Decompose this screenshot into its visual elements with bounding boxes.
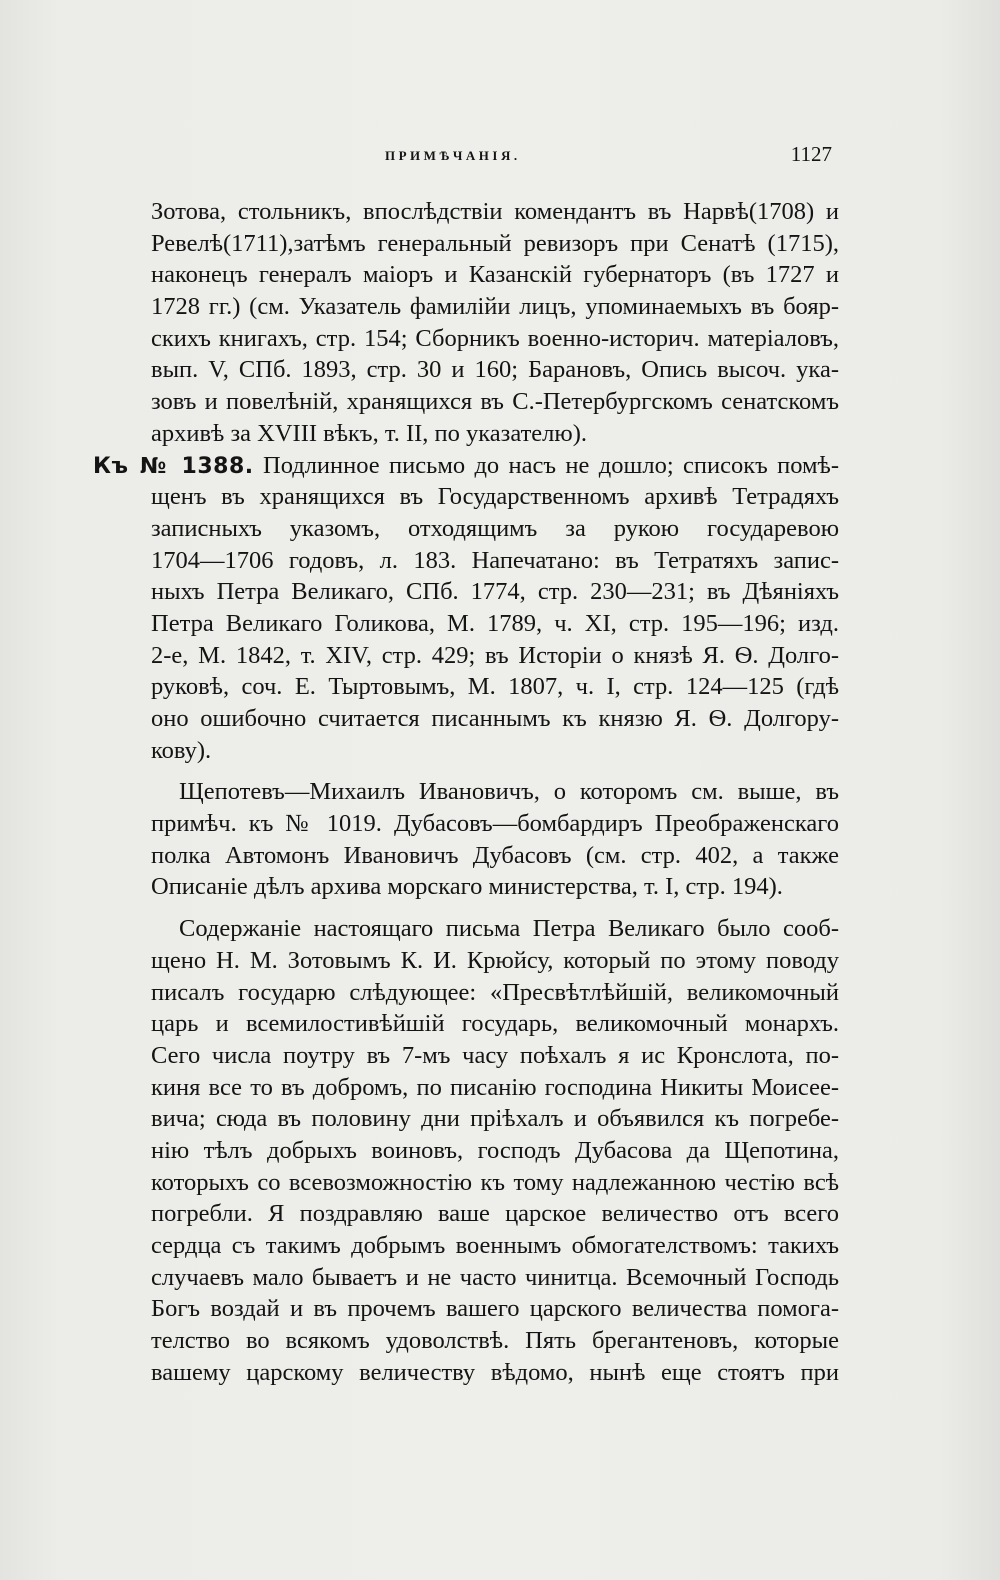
text-line: 2-е, М. 1842, т. XIV, стр. 429; въ Исторіи о князѣ Я. Ѳ. Долго- [151,641,839,669]
text-line: полка Автомонъ Ивановичъ Дубасовъ (см. стр. 402, а также [151,841,839,869]
paragraph-zotov-biography [151,196,839,450]
text-line: Описаніе дѣлъ архива морскаго министерства, т. I, стр. 194). [151,873,783,901]
text-line: вашему царскому величеству вѣдомо, нынѣ еще стоятъ при [151,1358,839,1386]
paragraph-shchepotev-dubasov [151,776,839,903]
note-entry-1388 [93,450,839,767]
text-line: Богъ воздай и въ прочемъ вашего царского величества помога- [151,1295,839,1323]
text-line: Зотова, стольникъ, впослѣдствіи комендантъ въ Нарвѣ(1708) и [151,198,839,225]
text-line: которыхъ со всевозможностію къ тому надлежанною честію всѣ [151,1168,839,1196]
text-line: Ревелѣ(1711),затѣмъ генеральный ревизоръ при Сенатѣ (1715), [151,229,839,257]
text-line: зовъ и повелѣній, хранящихся въ С.-Петербургскомъ сенатскомъ [151,388,839,416]
text-line: примѣч. къ № 1019. Дубасовъ—бомбардиръ Преображенскаго [151,810,839,838]
text-line: щено Н. М. Зотовымъ К. И. Крюйсу, который по этому поводу [151,946,839,974]
text-line: случаевъ мало бываетъ и не часто чинитца. Всемочный Господь [151,1263,839,1291]
paragraph-kruys-letter [151,913,839,1388]
text-line: вып. V, СПб. 1893, стр. 30 и 160; Барановъ, Опись высоч. ука- [151,356,839,384]
text-line: наконецъ генералъ маіоръ и Казанскій губернаторъ (въ 1727 и [151,261,839,289]
text-line: вича; сюда въ половину дни пріѣхалъ и объявился къ погребе- [151,1105,839,1133]
page-number: 1127 [790,142,832,166]
text-line: погребли. Я поздравляю ваше царское величество отъ всего [151,1200,839,1228]
text-line: царь и всемилостивѣйшій государь, великомочный монархъ. [151,1010,839,1038]
text-line: 1728 гг.) (см. Указатель фамилійи лицъ, упоминаемыхъ въ бояр- [151,293,839,321]
paragraph-gap [151,903,839,913]
text-line: Щепотевъ—Михаилъ Ивановичъ, о которомъ см. выше, въ [179,778,839,806]
body-text [93,196,839,1388]
text-line: Петра Великаго Голикова, М. 1789, ч. XI, стр. 195—196; изд. [151,609,839,637]
text-line: Содержаніе настоящаго письма Петра Великаго было сооб- [179,915,839,943]
running-title: ПРИМѢЧАНІЯ. [385,148,521,163]
text-line: 1704—1706 годовъ, л. 183. Напечатано: въ Тетратяхъ запис- [151,546,839,574]
text-line: архивѣ за XVIII вѣкъ, т. II, по указателю). [151,419,587,447]
text-line: оно ошибочно считается писаннымъ къ князю Я. Ѳ. Долгору- [151,705,839,732]
text-line: писалъ государю слѣдующее: «Пресвѣтлѣйшій, великомочный [151,978,839,1006]
text-line: нію тѣлъ добрыхъ воиновъ, господъ Дубасова да Щепотина, [151,1136,839,1164]
text-line: щенъ въ хранящихся въ Государственномъ архивѣ Тетрадяхъ [151,483,839,511]
paragraph-gap [151,766,839,776]
text-line: скихъ книгахъ, стр. 154; Сборникъ военно-историч. матеріаловъ, [151,324,839,352]
text-line: кову). [151,736,212,764]
text-line: киня все то въ добромъ, по писанію господина Никиты Моисее- [151,1073,839,1101]
note-first-line [93,450,839,482]
text-line: ныхъ Петра Великаго, СПб. 1774, стр. 230—231; въ Дѣяніяхъ [151,578,839,606]
note-heading: Къ № 1388. [93,453,254,479]
text-line: сердца съ такимъ добрымъ военнымъ обмогателствомъ: такихъ [151,1232,839,1259]
note-first-line-text: Подлинное письмо до насъ не дошло; списокъ помѣ- [263,451,839,479]
text-line: записныхъ указомъ, отходящимъ за рукою государевою [151,514,839,542]
text-line: телство во всякомъ удоволствѣ. Пять брегантеновъ, которые [151,1327,839,1355]
text-line: руковѣ, соч. Е. Тыртовымъ, М. 1807, ч. I, стр. 124—125 (гдѣ [151,673,839,701]
text-line: Сего числа поутру въ 7-мъ часу поѣхалъ я ис Кронслота, по- [151,1041,839,1069]
running-header [150,142,840,174]
